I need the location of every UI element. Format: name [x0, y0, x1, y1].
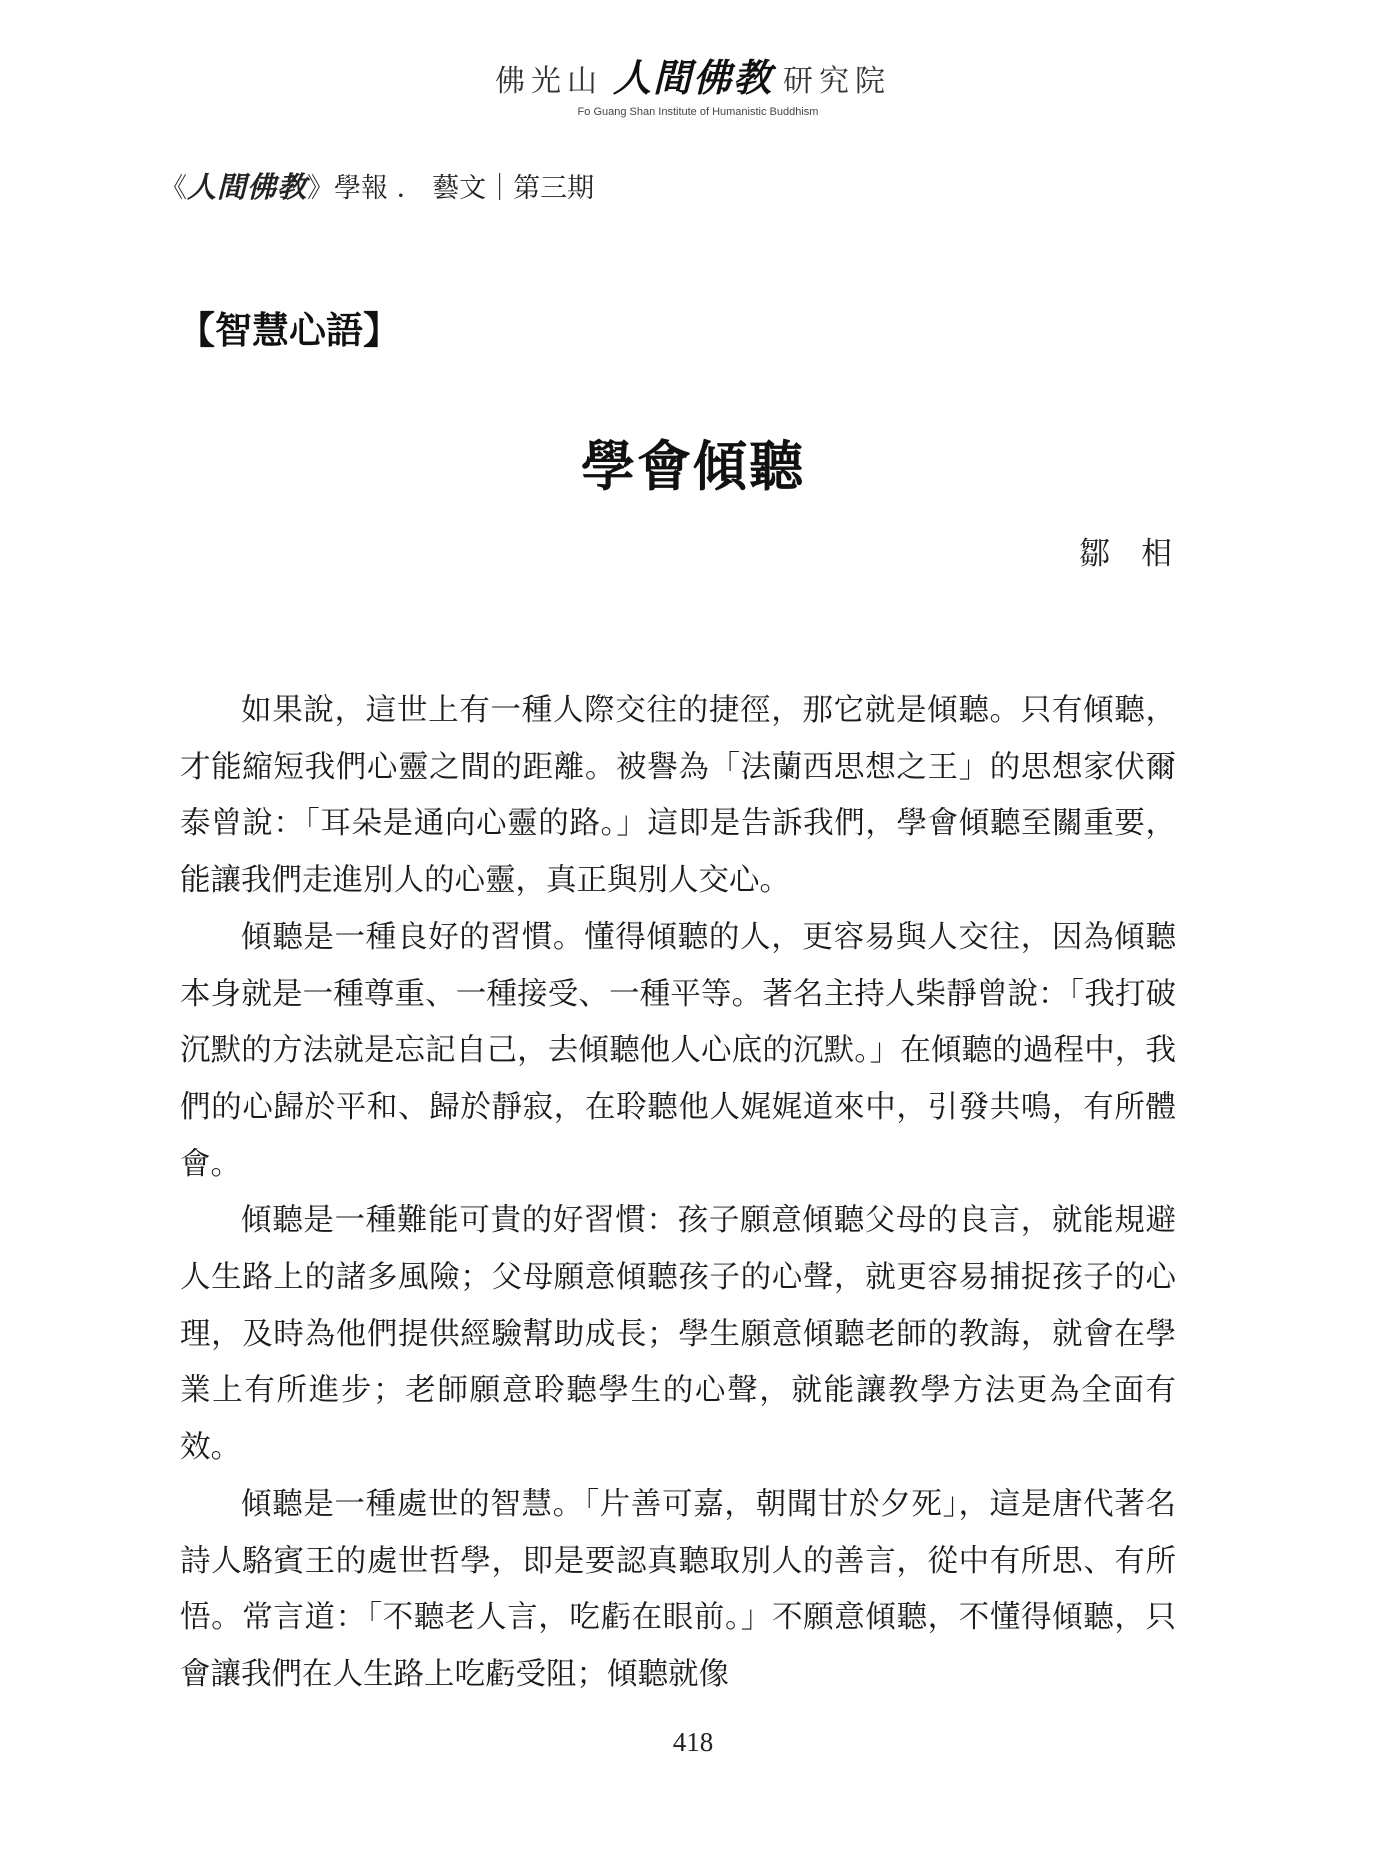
paragraph: 傾聽是一種處世的智慧。「片善可嘉，朝聞甘於夕死」，這是唐代著名詩人駱賓王的處世哲學，即是要認真聽取別人的善言，從中有所思、有所悟。常言道：「不聽老人言，吃虧在眼前。」不願意傾聽，不懂得傾聽，只會讓我們在人生路上吃虧受阻；傾聽就像 — [180, 1486, 1176, 1692]
article-author: 鄒 相 — [1079, 536, 1172, 572]
journal-running-header — [160, 165, 594, 206]
paragraph: 如果說，這世上有一種人際交往的捷徑，那它就是傾聽。只有傾聽，才能縮短我們心靈之間的距離。被譽為「法蘭西思想之王」的思想家伏爾泰曾說：「耳朵是通向心靈的路。」這即是告訴我們，學會傾聽至關重要，能讓我們走進別人的心靈，真正與別人交心。 — [180, 693, 1176, 899]
institute-prefix: 佛光山 — [494, 64, 603, 99]
journal-calligraphy-name: 人間佛教 — [187, 170, 308, 204]
page-number: 418 — [672, 1727, 714, 1757]
journal-open-bracket: 《 — [160, 173, 187, 204]
article-title: 學會傾聽 — [581, 435, 805, 498]
section-tag: 【智慧心語】 — [178, 309, 400, 352]
paragraph: 傾聽是一種難能可貴的好習慣：孩子願意傾聽父母的良言，就能規避人生路上的諸多風險；父母願意傾聽孩子的心聲，就更容易捕捉孩子的心理，及時為他們提供經驗幫助成長；學生願意傾聽老師的教誨，就會在學業上有所進步；老師願意聆聽學生的心聲，就能讓教學方法更為全面有效。 — [180, 1203, 1176, 1466]
article-body — [180, 683, 1176, 1704]
institute-english-name: Fo Guang Shan Institute of Humanistic Buddhism — [577, 106, 819, 118]
institute-title — [0, 58, 1386, 102]
journal-issue-info: 》學報 ． 藝文｜第三期 — [307, 173, 595, 204]
institute-suffix: 研究院 — [783, 64, 891, 99]
institute-header — [0, 58, 1386, 118]
paragraph: 傾聽是一種良好的習慣。懂得傾聽的人，更容易與人交往，因為傾聽本身就是一種尊重、一種接受、一種平等。著名主持人柴靜曾說：「我打破沉默的方法就是忘記自己，去傾聽他人心底的沉默。」在傾聽的過程中，我們的心歸於平和、歸於靜寂，在聆聽他人娓娓道來中，引發共鳴，有所體會。 — [180, 919, 1176, 1182]
institute-calligraphy-logo: 人間佛教 — [612, 56, 773, 100]
